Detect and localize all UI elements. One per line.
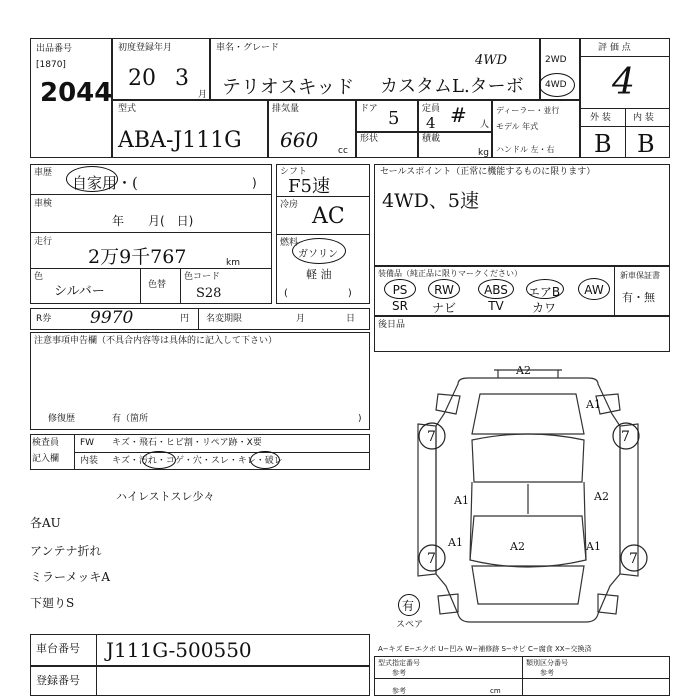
equip-aw: AW [584, 283, 604, 297]
grade: カスタムL.ターボ [380, 76, 524, 97]
diagram-label-fr: A1 [586, 398, 601, 411]
equip-rw: RW [434, 283, 454, 297]
history-value: 自家用・( [72, 174, 138, 192]
legend-f3: 参考 [392, 669, 406, 677]
shift-value: F5速 [288, 176, 330, 197]
diagram-label-rl: A1 [448, 536, 463, 549]
color-code-label: 色コード [184, 272, 221, 282]
fw-items: キズ・飛石・ヒビ割・リペア跡・X要 [112, 438, 262, 448]
shape-label: 形状 [360, 134, 379, 144]
reg-year: 20 [128, 66, 156, 91]
sales-box [374, 164, 670, 266]
color-code-value: S28 [196, 286, 222, 301]
ext-label: 外 装 [590, 113, 611, 123]
history-circle [66, 166, 118, 192]
cap-value: 4 [426, 114, 436, 132]
rear-label: 後日品 [378, 320, 406, 330]
remark-4: ミラーメッキA [30, 570, 111, 584]
lot-label: 出品番号 [36, 44, 73, 54]
inspector-label-1: 検査員 [32, 438, 60, 448]
tire-fr: 7 [621, 429, 630, 445]
lot-sub: [1870] [36, 60, 66, 70]
modelyear-label: モデル 年式 [496, 122, 539, 131]
kg-unit: kg [478, 148, 489, 158]
equip-ps: PS [392, 283, 408, 297]
equip-airbag: エアB [527, 285, 561, 299]
fuel-paren: ( ) [284, 288, 352, 299]
inspection-label: 車検 [34, 199, 53, 209]
reg-number-label: 登録番号 [36, 674, 80, 687]
equip-abs: ABS [484, 283, 508, 297]
color-value: シルバー [54, 284, 105, 299]
disp-value: 660 [280, 128, 319, 152]
deadline-day: 日 [346, 314, 356, 324]
equip-circle-airbag [526, 279, 564, 299]
name-label: 車名・グレード [216, 43, 280, 53]
equip-navi: ナビ [431, 301, 456, 315]
chassis-label: 車台番号 [36, 642, 80, 655]
warranty-opts: 有・無 [622, 291, 655, 304]
equip-circle-ps [384, 279, 416, 299]
inspector-label-2: 記入欄 [32, 454, 60, 464]
fuel-diesel: 軽 油 [306, 268, 332, 281]
repair-label: 修復歴 [48, 414, 76, 424]
color-label: 色 [34, 272, 44, 282]
diagram-label-left: A1 [454, 494, 469, 507]
doors-value: 5 [388, 108, 400, 129]
remark-1: ハイレストスレ少々 [116, 490, 215, 503]
shift-label: シフト [280, 167, 308, 177]
cap-label: 定員 [422, 104, 441, 114]
fw-label: FW [80, 438, 95, 448]
int-grade: B [637, 130, 655, 158]
warranty-label: 新車保証書 [620, 271, 660, 280]
model-label: 型式 [118, 104, 137, 114]
fuel-gas: ガソリン [298, 249, 338, 260]
drive-4wd-circle [539, 73, 575, 97]
equip-tv: TV [488, 299, 504, 313]
disp-unit: cc [338, 146, 348, 156]
mileage-value: 2万9千767 [88, 246, 187, 268]
disp-label: 排気量 [272, 104, 300, 114]
spare-label: スペア [396, 620, 424, 630]
cooler-label: 冷房 [280, 200, 299, 210]
inspection-text: 年 月( 日) [112, 214, 194, 228]
color-change-label: 色替 [148, 280, 167, 290]
remark-2: 各AU [30, 516, 61, 530]
legend-f4: 参考 [540, 669, 554, 677]
cap-unit: 人 [480, 120, 490, 130]
sales-label: セールスポイント（正常に機能するものに限ります） [380, 167, 596, 177]
diagram-label-right: A2 [594, 490, 609, 503]
equip-circle-aw [578, 278, 610, 300]
equip-circle-rw [428, 279, 460, 299]
tire-rr: 7 [629, 551, 638, 567]
equip-sr: SR [392, 299, 408, 313]
sales-text: 4WD、5速 [382, 190, 479, 212]
lot-number: 2044 [40, 78, 113, 108]
equip-leather: カワ [531, 301, 556, 315]
repair-close: ) [358, 414, 362, 424]
int-label: 内 装 [633, 113, 654, 123]
dealer-label: ディーラー・並行 [496, 106, 560, 115]
repair-text: 有（箇所 [112, 414, 149, 424]
diagram-label-rr: A1 [586, 540, 601, 553]
handle-label: ハンドル 左・右 [496, 145, 555, 154]
remark-5: 下廻りS [30, 596, 75, 610]
equip-label: 装備品（純正品に限りマークください） [378, 269, 522, 278]
spare-value: 有 [402, 599, 415, 613]
drive-2wd: 2WD [545, 55, 567, 65]
reg-label: 初度登録年月 [118, 43, 173, 53]
reg-number-box [30, 666, 370, 696]
score-value: 4 [612, 62, 635, 103]
tire-rl: 7 [427, 551, 436, 567]
recycle-label: R券 [36, 314, 52, 324]
tire-fl: 7 [427, 429, 436, 445]
legend-text: A−キズ E−エクボ U−凹み W−補修跡 S−サビ C−腐食 XX−交換済 [378, 645, 592, 653]
fuel-gas-circle [292, 238, 346, 264]
fuel-label: 燃料 [280, 238, 299, 248]
remark-3: アンテナ折れ [30, 544, 102, 558]
legend-f1: 型式指定番号 [378, 659, 420, 667]
notes-box [30, 332, 370, 430]
history-close: ) [252, 176, 257, 190]
chassis-value: J111G-500550 [106, 638, 252, 662]
deadline-month: 月 [296, 314, 306, 324]
km-unit: km [226, 258, 240, 268]
score-label: 評 価 点 [598, 43, 631, 53]
int-label-2: 内装 [80, 456, 99, 466]
deadline-label: 名変期限 [206, 314, 243, 324]
int-items: キズ・汚れ・コゲ・穴・スレ・キレ・破レ [112, 456, 283, 466]
reg-month: 3 [175, 66, 189, 91]
cooler-value: AC [312, 204, 345, 229]
rear-box [374, 316, 670, 352]
doors-label: ドア [360, 104, 378, 114]
ext-grade: B [594, 130, 612, 158]
recycle-box [30, 308, 370, 330]
history-label: 車歴 [34, 168, 53, 178]
int-circle-rub [250, 451, 280, 469]
legend-f2: 類別区分番号 [526, 659, 568, 667]
legend-cm: cm [490, 687, 501, 695]
car-name: テリオスキッド [222, 76, 355, 98]
equip-circle-abs [478, 279, 514, 299]
load-label: 積載 [422, 134, 441, 144]
recycle-unit: 円 [180, 314, 190, 324]
model-value: ABA-J111G [118, 128, 242, 153]
notes-label: 注意事項申告欄（不具合内容等は具体的に記入して下さい） [34, 336, 278, 346]
cap-scribble: # [450, 103, 467, 127]
legend-f5: 参考 [392, 687, 406, 695]
recycle-value: 9970 [90, 308, 134, 328]
reg-month-unit: 月 [198, 90, 208, 100]
diagram-label-front: A2 [516, 364, 531, 377]
diagram-label-rear: A2 [510, 540, 525, 553]
grade-note: 4WD [475, 53, 508, 68]
car-diagram [398, 364, 668, 634]
mileage-label: 走行 [34, 237, 53, 247]
drive-4wd: 4WD [545, 80, 567, 90]
int-circle-dirt [142, 451, 176, 469]
